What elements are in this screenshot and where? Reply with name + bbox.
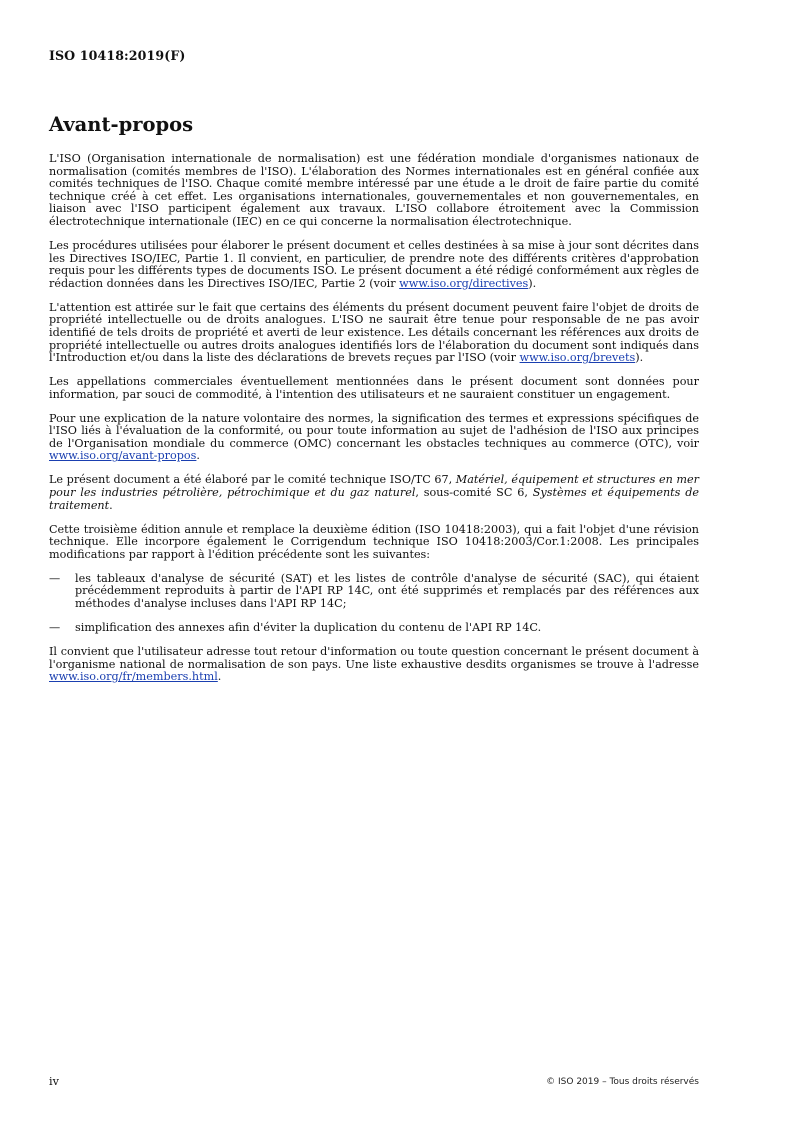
members-link[interactable]: www.iso.org/fr/members.html: [49, 670, 218, 684]
section-title: Avant-propos: [49, 113, 194, 136]
paragraph-voluntary-nature: Pour une explication de la nature volontaire des normes, la signification des termes et expressions spécifiques de l'ISO liés à l'évaluation de la conformité, ou pour toute information au sujet de l'adhésion de l'ISO aux principes de l'Organisation mondiale du commerce (OMC) concernant les obstacles techniques au commerce (OTC), voir www.iso.org/avant-propos.: [49, 411, 699, 463]
directives-link[interactable]: www.iso.org/directives: [399, 276, 529, 290]
paragraph-edition: Cette troisième édition annule et remplace la deuxième édition (ISO 10418:2003), qui a fait l'objet d'une révision technique. Elle incorpore également le Corrigendum technique ISO 10418:2003/Cor.1:2008. Les principales modifications par rapport à l'édition précédente sont les suivantes:: [49, 522, 699, 561]
brevets-link[interactable]: www.iso.org/brevets: [519, 351, 636, 365]
document-body: [49, 153, 699, 695]
paragraph-iso-intro: L'ISO (Organisation internationale de normalisation) est une fédération mondiale d'organismes nationaux de normalisation (comités membres de l'ISO). L'élaboration des Normes internationales est en général confiée aux comités techniques de l'ISO. Chaque comité membre intéressé par une étude a le droit de faire partie du comité technique créé à cet effet. Les organisations internationales, gouvernementales et non gouvernementales, en liaison avec l'ISO participent également aux travaux. L'ISO collabore étroitement avec la Commission électrotechnique internationale (IEC) en ce qui concerne la normalisation électrotechnique.: [49, 152, 699, 228]
list-dash: —: [49, 571, 61, 585]
copyright-notice: © ISO 2019 – Tous droits réservés: [546, 1077, 699, 1087]
document-code: ISO 10418:2019(F): [49, 48, 186, 63]
list-item: [49, 573, 699, 611]
list-item-text: simplification des annexes afin d'éviter la duplication du contenu de l'API RP 14C.: [75, 620, 542, 634]
page-number: iv: [49, 1075, 59, 1088]
paragraph-patents: L'attention est attirée sur le fait que certains des éléments du présent document peuvent faire l'objet de droits de propriété intellectuelle ou de droits analogues. L'ISO ne saurait être tenue pour responsable de ne pas avoir identifié de tels droits de propriété et averti de leur existence. Les détails concernant les références aux droits de propriété intellectuelle ou autres droits analogues identifiés lors de l'élaboration du document sont indiqués dans l'Introduction et/ou dans la liste des déclarations de brevets reçues par l'ISO (voir www.iso.org/brevets).: [49, 300, 699, 365]
list-item-text: les tableaux d'analyse de sécurité (SAT) et les listes de contrôle d'analyse de sécurité (SAC), qui étaient précédemment reproduits à partir de l'API RP 14C, ont été supprimés et remplacés par des références aux méthodes d'analyse incluses dans l'API RP 14C;: [75, 571, 699, 610]
avant-propos-link[interactable]: www.iso.org/avant-propos: [49, 449, 197, 463]
committee-title: Matériel, équipement et structures en mer pour les industries pétrolière, pétrochimique et du gaz naturel: [49, 473, 699, 500]
list-item: [49, 622, 699, 635]
paragraph-feedback: Il convient que l'utilisateur adresse tout retour d'information ou toute question concernant le présent document à l'organisme national de normalisation de son pays. Une liste exhaustive desdits organismes se trouve à l'adresse www.iso.org/fr/members.html.: [49, 644, 699, 684]
list-dash: —: [49, 620, 61, 634]
subcommittee-title: Systèmes et équipements de traitement: [49, 486, 700, 512]
paragraph-committee: Le présent document a été élaboré par le comité technique ISO/TC 67, Matériel, équipement et structures en mer pour les industries pétrolière, pétrochimique et du gaz naturel, sous-comité SC 6, Systèmes et équipements de traitement.: [49, 473, 700, 512]
paragraph-trade-names: Les appellations commerciales éventuellement mentionnées dans le présent document sont données pour information, par souci de commodité, à l'intention des utilisateurs et ne sauraient constituer un engagement.: [49, 375, 699, 401]
paragraph-procedures: Les procédures utilisées pour élaborer le présent document et celles destinées à sa mise à jour sont décrites dans les Directives ISO/IEC, Partie 1. Il convient, en particulier, de prendre note des différents critères d'approbation requis pour les différents types de documents ISO. Le présent document a été rédigé conformément aux règles de rédaction données dans les Directives ISO/IEC, Partie 2 (voir www.iso.org/directives).: [49, 238, 699, 290]
